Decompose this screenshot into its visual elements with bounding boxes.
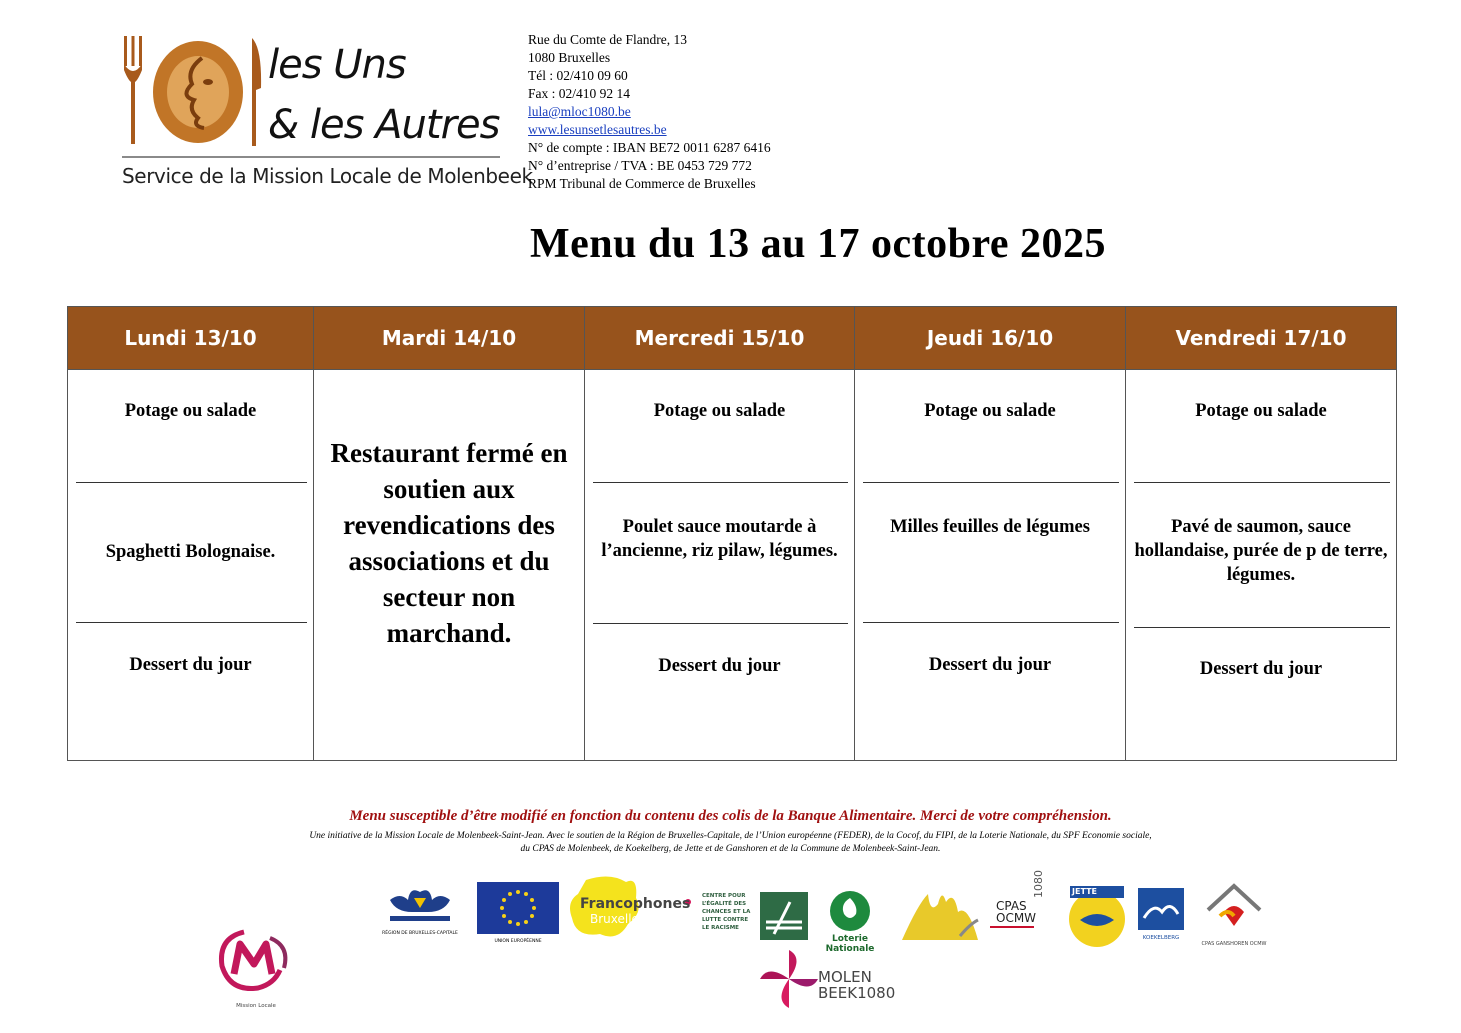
sponsor-label: KOEKELBERG <box>1142 935 1180 941</box>
day-header: Lundi 13/10 <box>68 307 313 370</box>
credits-line: Une initiative de la Mission Locale de Molenbeek-Saint-Jean. Avec le soutien de la Région de Bruxelles-Capitale, de l’Union européenne (FEDER), de la Cocof, du FIPI, de la Loterie Nationale, du SPF Economie sociale, <box>309 831 1152 841</box>
sponsor-label: CPAS GANSHOREN OCMW <box>1201 941 1267 947</box>
day-column-monday <box>68 307 314 760</box>
main-course-cell: Spaghetti Bolognaise. <box>105 542 276 562</box>
loterie-nationale-logo <box>814 890 886 954</box>
sponsor-label: Loterie Nationale <box>825 934 875 954</box>
sponsor-label: Mission Locale <box>236 1003 276 1009</box>
day-column-wednesday <box>585 307 855 760</box>
course-divider <box>1134 627 1390 628</box>
course-divider <box>1134 482 1390 483</box>
course-divider <box>76 622 307 623</box>
sponsor-label: JETTE <box>1072 887 1098 896</box>
address-street: Rue du Comte de Flandre, 13 <box>528 32 687 47</box>
funding-credits <box>0 830 1461 856</box>
disclaimer-note: Menu susceptible d’être modifié en fonction du contenu des colis de la Banque Alimentaire. Merci de votre compréhension. <box>349 808 1112 824</box>
eu-logo <box>477 882 559 942</box>
sponsor-label: Bruxelles <box>590 912 646 926</box>
region-brussels-logo <box>380 886 460 942</box>
koekelberg-logo <box>1138 888 1184 940</box>
cpas-molenbeek-logo <box>988 870 1054 938</box>
website-link[interactable]: www.lesunsetlesautres.be <box>528 122 667 137</box>
credits-line: du CPAS de Molenbeek, de Koekelberg, de Jette et de Ganshoren et de la Commune de Molenbeek-Saint-Jean. <box>520 844 941 854</box>
organization-logo <box>118 30 533 200</box>
logo-divider <box>122 156 500 158</box>
day-header: Mardi 14/10 <box>314 307 584 370</box>
contact-block <box>528 31 771 193</box>
logo-subtitle: Service de la Mission Locale de Molenbeek <box>122 164 533 188</box>
logo-name-line1: les Uns <box>268 42 406 88</box>
cpas-ganshoren-logo <box>1198 882 1270 947</box>
mission-locale-m-icon <box>214 924 298 998</box>
sponsor-label: RÉGION DE BRUXELLES-CAPITALE <box>382 931 458 936</box>
course-divider <box>593 482 848 483</box>
main-course-cell: Poulet sauce moutarde à l’ancienne, riz pilaw, légumes. <box>601 517 838 561</box>
molenbeek-1080-logo <box>758 948 898 1010</box>
dessert-cell: Dessert du jour <box>129 655 252 675</box>
bank-account: N° de compte : IBAN BE72 0011 6287 6416 <box>528 140 771 155</box>
fax-number: Fax : 02/410 92 14 <box>528 86 631 101</box>
course-divider <box>863 482 1119 483</box>
pinwheel-icon <box>758 948 820 1010</box>
koekelberg-emblem-icon <box>1138 888 1184 930</box>
starter-cell: Potage ou salade <box>653 401 786 421</box>
francophones-bruxelles-logo <box>566 872 692 944</box>
email-link[interactable]: lula@mloc1080.be <box>528 104 631 119</box>
sponsor-label: MOLEN <box>818 968 872 986</box>
sponsor-label: BEEK1080 <box>818 984 896 1002</box>
day-header: Mercredi 15/10 <box>585 307 854 370</box>
address-city: 1080 Bruxelles <box>528 50 611 65</box>
rpm-registration: RPM Tribunal de Commerce de Bruxelles <box>528 176 756 191</box>
dessert-cell: Dessert du jour <box>928 655 1052 675</box>
day-header: Jeudi 16/10 <box>855 307 1125 370</box>
plate-face-icon <box>152 40 244 144</box>
lottery-clover-icon <box>828 890 872 932</box>
weekly-menu-table <box>67 306 1397 761</box>
main-course-cell: Milles feuilles de légumes <box>890 517 1090 537</box>
iris-flower-icon <box>380 886 460 926</box>
starter-cell: Potage ou salade <box>1195 401 1327 421</box>
starter-cell: Potage ou salade <box>124 401 257 421</box>
cocof-logo <box>898 884 982 942</box>
sponsor-label: CPAS OCMW <box>996 899 1037 925</box>
day-header: Vendredi 17/10 <box>1126 307 1396 370</box>
dessert-cell: Dessert du jour <box>658 656 781 676</box>
sponsor-label: UNION EUROPÉENNE <box>494 939 542 944</box>
knife-icon <box>248 38 262 148</box>
course-divider <box>593 623 848 624</box>
closed-notice: Restaurant fermé en soutien aux revendications des associations et du secteur non marchand. <box>330 438 568 648</box>
page-title: Menu du 13 au 17 octobre 2025 <box>529 221 1107 267</box>
wheat-shape-icon <box>898 884 982 942</box>
sponsor-label: Francophones <box>580 896 691 912</box>
course-divider <box>863 622 1119 623</box>
vat-number: N° d’entreprise / TVA : BE 0453 729 772 <box>528 158 752 173</box>
main-course-cell: Pavé de saumon, sauce hollandaise, purée de p de terre, légumes. <box>1134 517 1388 585</box>
logo-name-line2: & les Autres <box>268 102 500 148</box>
day-column-thursday <box>855 307 1126 760</box>
equality-mark-icon <box>760 892 808 940</box>
fork-icon <box>122 36 144 146</box>
jette-logo <box>1066 886 1128 948</box>
course-divider <box>76 482 307 483</box>
dessert-cell: Dessert du jour <box>1199 659 1323 679</box>
mission-locale-logo <box>214 924 298 1008</box>
day-column-tuesday <box>314 307 585 760</box>
starter-cell: Potage ou salade <box>924 401 1056 421</box>
eu-flag-icon <box>477 882 559 934</box>
day-column-friday <box>1126 307 1396 760</box>
house-heart-icon <box>1198 882 1270 936</box>
phone-number: Tél : 02/410 09 60 <box>528 68 628 83</box>
sponsor-label: CENTRE POUR L’ÉGALITÉ DES CHANCES ET LA LUTTE CONTRE LE RACISME <box>702 893 751 931</box>
sponsor-label: 1080 <box>1032 870 1045 898</box>
equal-opportunities-logo <box>702 890 810 942</box>
